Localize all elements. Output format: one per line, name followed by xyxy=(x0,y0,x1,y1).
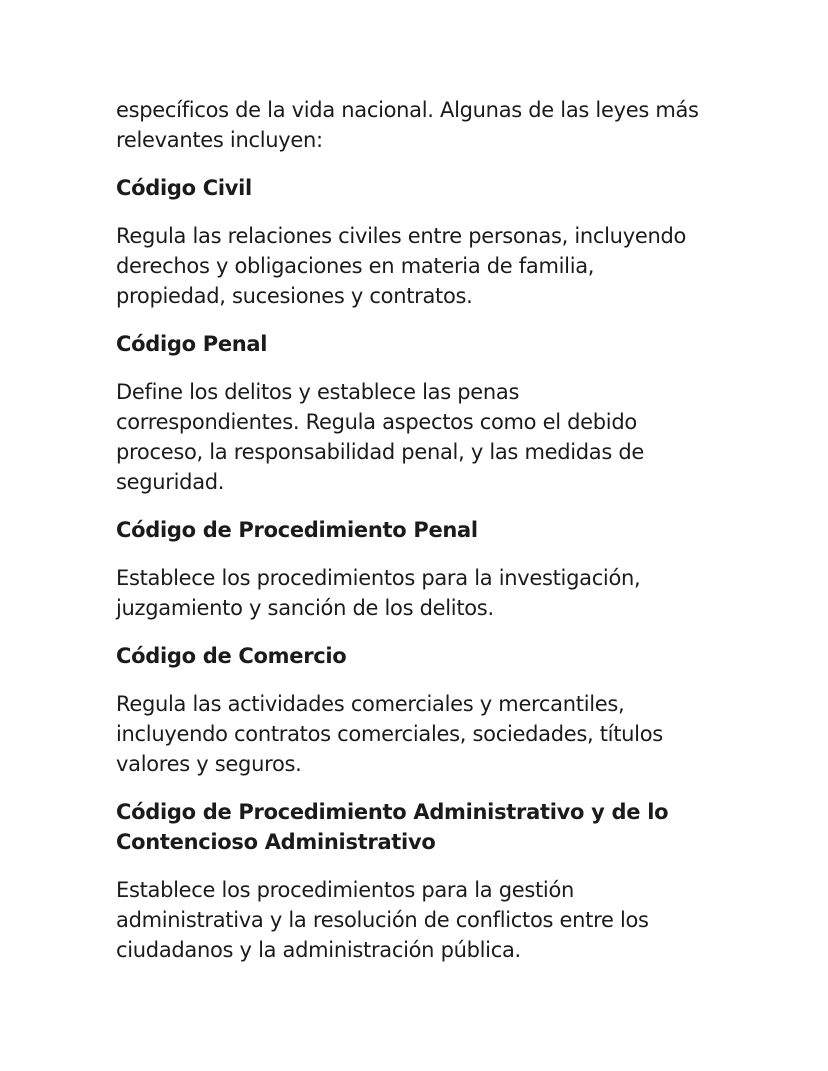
intro-paragraph xyxy=(116,95,756,155)
section-body xyxy=(116,875,756,965)
body-line: derechos y obligaciones en materia de familia, xyxy=(116,254,595,278)
intro-line: específicos de la vida nacional. Algunas de las leyes más xyxy=(116,98,699,122)
heading-line: Código de Procedimiento Penal xyxy=(116,518,478,542)
body-line: incluyendo contratos comerciales, sociedades, títulos xyxy=(116,722,663,746)
heading-line: Contencioso Administrativo xyxy=(116,830,436,854)
body-line: Establece los procedimientos para la gestión xyxy=(116,878,575,902)
body-line: administrativa y la resolución de conflictos entre los xyxy=(116,908,649,932)
intro-line: relevantes incluyen: xyxy=(116,128,323,152)
heading-line: Código Civil xyxy=(116,176,252,200)
body-line: Regula las actividades comerciales y mercantiles, xyxy=(116,692,625,716)
body-line: proceso, la responsabilidad penal, y las medidas de xyxy=(116,440,645,464)
body-line: correspondientes. Regula aspectos como el debido xyxy=(116,410,637,434)
section-heading xyxy=(116,515,756,545)
section-codigo-penal xyxy=(116,329,756,497)
section-codigo-comercio xyxy=(116,641,756,779)
section-heading xyxy=(116,641,756,671)
section-codigo-procedimiento-administrativo xyxy=(116,797,756,965)
body-line: juzgamiento y sanción de los delitos. xyxy=(116,596,494,620)
document-page xyxy=(116,95,756,983)
section-heading xyxy=(116,329,756,359)
section-codigo-procedimiento-penal xyxy=(116,515,756,623)
heading-line: Código de Procedimiento Administrativo y de lo xyxy=(116,800,669,824)
body-line: Regula las relaciones civiles entre personas, incluyendo xyxy=(116,224,687,248)
body-line: propiedad, sucesiones y contratos. xyxy=(116,284,473,308)
section-body xyxy=(116,221,756,311)
section-heading xyxy=(116,173,756,203)
section-heading xyxy=(116,797,756,857)
body-line: Define los delitos y establece las penas xyxy=(116,380,520,404)
heading-line: Código de Comercio xyxy=(116,644,347,668)
body-line: Establece los procedimientos para la investigación, xyxy=(116,566,641,590)
section-body xyxy=(116,563,756,623)
heading-line: Código Penal xyxy=(116,332,268,356)
body-line: valores y seguros. xyxy=(116,752,302,776)
section-codigo-civil xyxy=(116,173,756,311)
section-body xyxy=(116,689,756,779)
body-line: seguridad. xyxy=(116,470,225,494)
body-line: ciudadanos y la administración pública. xyxy=(116,938,521,962)
section-body xyxy=(116,377,756,497)
